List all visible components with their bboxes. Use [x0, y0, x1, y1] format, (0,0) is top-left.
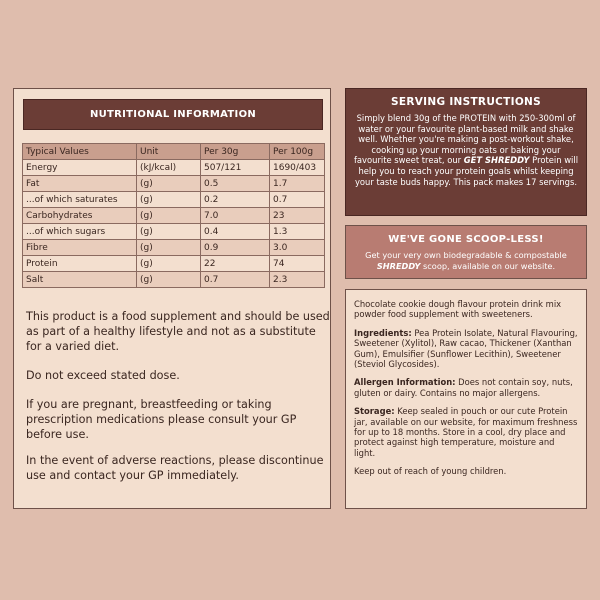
brand-name: SHREDDY: [376, 261, 421, 271]
table-row: [23, 160, 325, 176]
table-row: [23, 224, 325, 240]
supplement-disclaimer: This product is a food supplement and should be used as part of a healthy lifestyle and not as a substitute for a varied diet.: [26, 310, 330, 353]
product-info-box: [345, 289, 587, 509]
nutrient-unit: (kJ/kcal): [137, 160, 201, 176]
value-per-30g: 0.7: [201, 272, 270, 288]
allergen-label: Allergen Information:: [354, 377, 456, 388]
nutrition-title: NUTRITIONAL INFORMATION: [23, 99, 323, 130]
value-per-100g: 23: [270, 208, 325, 224]
table-row: [23, 192, 325, 208]
value-per-100g: 1690/403: [270, 160, 325, 176]
nutrient-name: Salt: [23, 272, 137, 288]
product-description: Chocolate cookie dough flavour protein drink mix powder food supplement with sweeteners.: [354, 299, 562, 320]
value-per-30g: 0.9: [201, 240, 270, 256]
nutrient-unit: (g): [137, 192, 201, 208]
nutrition-table: [22, 143, 325, 288]
nutrient-name: ...of which sugars: [23, 224, 137, 240]
scoop-title: WE'VE GONE SCOOP-LESS!: [388, 234, 544, 245]
nutrient-name: Carbohydrates: [23, 208, 137, 224]
nutrient-unit: (g): [137, 176, 201, 192]
storage-paragraph: [354, 406, 578, 458]
value-per-100g: 0.7: [270, 192, 325, 208]
serving-text: [352, 113, 580, 187]
value-per-30g: 0.2: [201, 192, 270, 208]
dose-warning: Do not exceed stated dose.: [26, 369, 180, 382]
value-per-30g: 0.5: [201, 176, 270, 192]
nutrition-panel: [13, 88, 331, 509]
scoop-text: [352, 250, 580, 272]
scoop-less-box: [345, 225, 587, 279]
storage-text: Keep sealed in pouch or our cute Protein jar, available on our website, for maximum freshness for up to 18 months. Store in a cool, dry place and protect against high temperature, moisture and light.: [354, 406, 578, 458]
allergen-text: Does not contain soy, nuts, gluten or dairy. Contains no major allergens.: [354, 377, 573, 398]
serving-text-part: Protein will help you to reach your protein goals whilst keeping your taste buds happy. This pack makes 17 servings.: [354, 155, 579, 187]
nutrient-unit: (g): [137, 240, 201, 256]
children-warning: Keep out of reach of young children.: [354, 466, 507, 477]
value-per-30g: 7.0: [201, 208, 270, 224]
serving-title: SERVING INSTRUCTIONS: [391, 96, 541, 108]
ingredients-paragraph: [354, 328, 578, 370]
column-header: Typical Values: [23, 144, 137, 160]
value-per-100g: 74: [270, 256, 325, 272]
nutrient-name: Fibre: [23, 240, 137, 256]
nutrient-unit: (g): [137, 256, 201, 272]
allergen-paragraph: [354, 377, 578, 398]
table-row: [23, 176, 325, 192]
nutrient-unit: (g): [137, 272, 201, 288]
nutrient-unit: (g): [137, 224, 201, 240]
value-per-30g: 22: [201, 256, 270, 272]
table-row: [23, 272, 325, 288]
scoop-text-part: scoop, available on our website.: [420, 261, 556, 271]
brand-name: GET SHREDDY: [463, 155, 530, 166]
table-row: [23, 208, 325, 224]
value-per-100g: 2.3: [270, 272, 325, 288]
ingredients-text: Pea Protein Isolate, Natural Flavouring, Sweetener (Xylitol), Raw cacao, Thickener (Xanthan Gum), Emulsifier (Sunflower Lecithin), Sweetener (Steviol Glycosides).: [354, 327, 578, 370]
nutrient-name: Energy: [23, 160, 137, 176]
pregnancy-warning: If you are pregnant, breastfeeding or taking prescription medications please consult your GP before use.: [26, 398, 297, 441]
column-header: Unit: [137, 144, 201, 160]
value-per-30g: 0.4: [201, 224, 270, 240]
value-per-100g: 1.3: [270, 224, 325, 240]
table-row: [23, 240, 325, 256]
storage-label: Storage:: [354, 406, 395, 417]
nutrient-name: Fat: [23, 176, 137, 192]
serving-instructions-box: [345, 88, 587, 216]
column-header: Per 30g: [201, 144, 270, 160]
adverse-reaction-warning: In the event of adverse reactions, please discontinue use and contact your GP immediately.: [26, 454, 324, 482]
table-row: [23, 256, 325, 272]
column-header: Per 100g: [270, 144, 325, 160]
serving-text-part: Simply blend 30g of the PROTEIN with 250-300ml of water or your favourite plant-based milk and shake well. Whether you're making a post-workout shake, cooking up your morning oats or baking your favourite sweet treat, our: [353, 113, 576, 166]
value-per-30g: 507/121: [201, 160, 270, 176]
table-header-row: [23, 144, 325, 160]
scoop-text-part: Get your very own biodegradable & compostable: [365, 250, 567, 260]
value-per-100g: 1.7: [270, 176, 325, 192]
value-per-100g: 3.0: [270, 240, 325, 256]
nutrient-unit: (g): [137, 208, 201, 224]
nutrient-name: ...of which saturates: [23, 192, 137, 208]
ingredients-label: Ingredients:: [354, 327, 412, 338]
nutrient-name: Protein: [23, 256, 137, 272]
